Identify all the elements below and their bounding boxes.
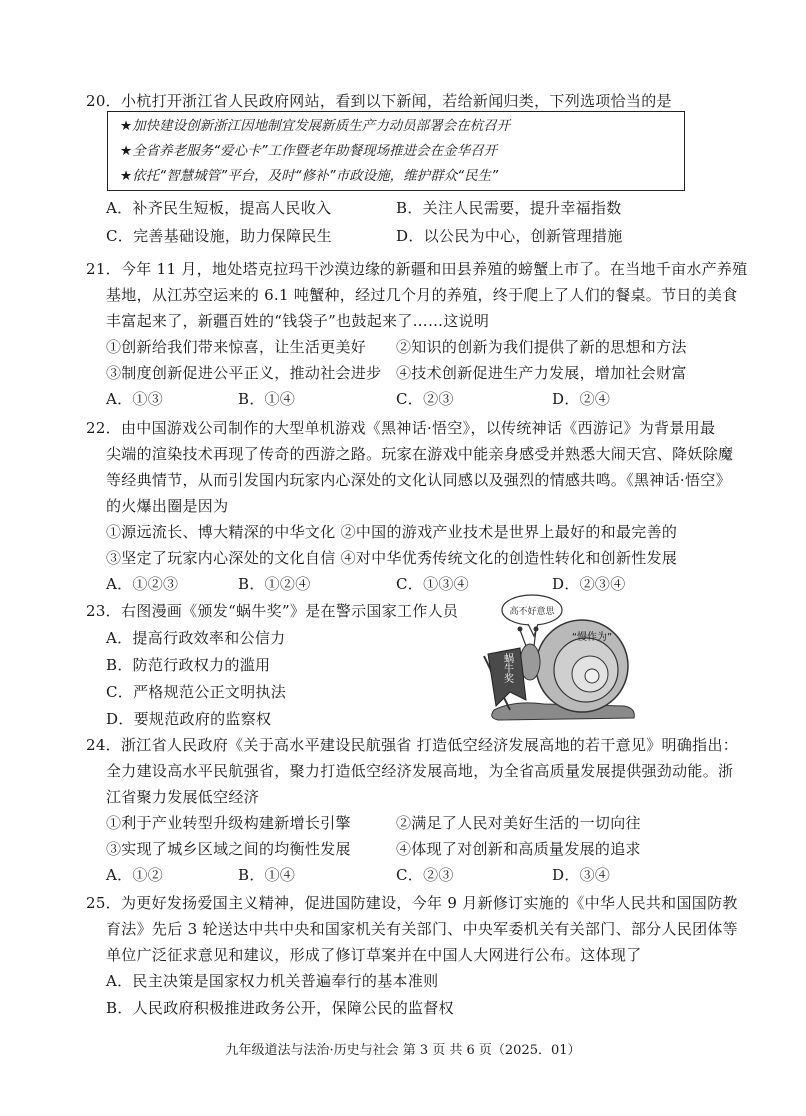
- q20-news-item: ★加快建设创新浙江因地制宜发展新质生产力动员部署会在杭召开: [120, 118, 511, 134]
- q21-statement: ③制度创新促进公平正义，推动社会进步: [106, 364, 382, 382]
- q22-option-c: C．①③④: [396, 575, 469, 593]
- q21-option-c: C．②③: [396, 390, 454, 408]
- q20-option-c: C．完善基础设施，助力保障民生: [106, 227, 332, 245]
- q20-stem: 20．小杭打开浙江省人民政府网站，看到以下新闻，若给新闻归类，下列选项恰当的是: [86, 92, 672, 110]
- q24-statement: ②满足了人民对美好生活的一切向往: [396, 814, 641, 832]
- q24-option-d: D．③④: [552, 866, 611, 884]
- q24-statement: ③实现了城乡区域之间的均衡性发展: [106, 840, 351, 858]
- q24-statement: ④体现了对创新和高质量发展的追求: [396, 840, 641, 858]
- q24-statement: ①利于产业转型升级构建新增长引擎: [106, 814, 351, 832]
- q23-option-a: A．提高行政效率和公信力: [106, 629, 286, 647]
- banner-text: 蜗牛奖: [501, 653, 513, 683]
- snail-award-cartoon: [474, 590, 642, 728]
- q23-option-b: B．防范行政权力的滥用: [106, 656, 271, 674]
- q22-stem-line: 等经典情节，从而引发国内玩家内心深处的文化认同感以及强烈的情感共鸣。《黑神话·悟空》: [106, 471, 731, 489]
- q24-option-c: C．②③: [396, 866, 454, 884]
- q20-option-b: B．关注人民需要，提升幸福指数: [396, 199, 622, 217]
- q25-stem-line: 单位广泛征求意见和建议，形成了修订草案并在中国人大网进行公布。这体现了: [106, 946, 642, 964]
- speech-bubble-text: 高不好意思: [509, 607, 555, 617]
- q25-stem-line: 25．为更好发扬爱国主义精神，促进国防建设，今年 9 月新修订实施的《中华人民共和国国防教: [86, 894, 738, 912]
- q24-option-a: A．①②: [106, 866, 164, 884]
- q25-stem-line: 育法》先后 3 轮送达中共中央和国家机关有关部门、中央军委机关有关部门、部分人民团体等: [106, 920, 738, 938]
- q25-option-a: A．民主决策是国家权力机关普遍奉行的基本准则: [106, 972, 439, 990]
- q21-option-b: B．①④: [238, 390, 296, 408]
- q21-option-d: D．②④: [552, 390, 611, 408]
- q22-statements: ③坚定了玩家内心深处的文化自信 ④对中华优秀传统文化的创造性转化和创新性发展: [106, 549, 678, 567]
- q24-option-b: B．①④: [238, 866, 296, 884]
- q22-option-a: A．①②③: [106, 575, 179, 593]
- q25-option-b: B．人民政府积极推进政务公开，保障公民的监督权: [106, 999, 454, 1017]
- q21-stem-line: 丰富起来了，新疆百姓的“钱袋子”也鼓起来了……这说明: [106, 312, 490, 330]
- q21-statement: ④技术创新促进生产力发展，增加社会财富: [396, 364, 687, 382]
- q20-option-d: D．以公民为中心，创新管理措施: [396, 227, 623, 245]
- q24-stem-line: 全力建设高水平民航强省，聚力打造低空经济发展高地，为全省高质量发展提供强劲动能。浙: [106, 762, 734, 780]
- q22-statements: ①源远流长、博大精深的中华文化 ②中国的游戏产业技术是世界上最好的和最完善的: [106, 523, 678, 541]
- q23-option-d: D．要规范政府的监察权: [106, 710, 272, 728]
- q20-news-item: ★全省养老服务“爱心卡”工作暨老年助餐现场推进会在金华召开: [120, 143, 498, 159]
- q20-news-box: [107, 111, 685, 191]
- q24-stem-line: 24．浙江省人民政府《关于高水平建设民航强省 打造低空经济发展高地的若干意见》明确指出：: [86, 736, 739, 754]
- q23-option-c: C．严格规范公正文明执法: [106, 683, 287, 701]
- q20-news-item: ★依托“智慧城管”平台，及时“修补”市政设施，维护群众“民生”: [120, 168, 499, 184]
- q21-option-a: A．①③: [106, 390, 164, 408]
- q22-option-b: B．①②④: [238, 575, 311, 593]
- snail-cartoon-illustration: [474, 590, 642, 728]
- q20-option-a: A．补齐民生短板，提高人民收入: [106, 199, 332, 217]
- shell-label: “慢作为”: [571, 632, 613, 643]
- q21-stem-line: 21．今年 11 月，地处塔克拉玛干沙漠边缘的新疆和田县养殖的螃蟹上市了。在当地千亩水产养殖: [86, 260, 748, 278]
- q21-statement: ②知识的创新为我们提供了新的思想和方法: [396, 338, 687, 356]
- q22-stem-line: 尖端的渲染技术再现了传奇的西游之路。玩家在游戏中能亲身感受并熟悉大闹天宫、降妖除魔: [106, 445, 734, 463]
- q23-stem: 23．右图漫画《颁发“蜗牛奖”》是在警示国家工作人员: [86, 602, 459, 620]
- page-footer: 九年级道法与法治·历史与社会 第 3 页 共 6 页（2025．01）: [225, 1043, 581, 1058]
- q22-stem-line: 的火爆出圈是因为: [106, 497, 229, 515]
- q22-option-d: D．②③④: [552, 575, 626, 593]
- q24-stem-line: 江省聚力发展低空经济: [106, 788, 260, 806]
- q21-stem-line: 基地，从江苏空运来的 6.1 吨蟹种，经过几个月的养殖，终于爬上了人们的餐桌。节日的美食: [106, 286, 738, 304]
- q22-stem-line: 22．由中国游戏公司制作的大型单机游戏《黑神话·悟空》，以传统神话《西游记》为背景用最: [86, 419, 716, 437]
- q21-statement: ①创新给我们带来惊喜，让生活更美好: [106, 338, 367, 356]
